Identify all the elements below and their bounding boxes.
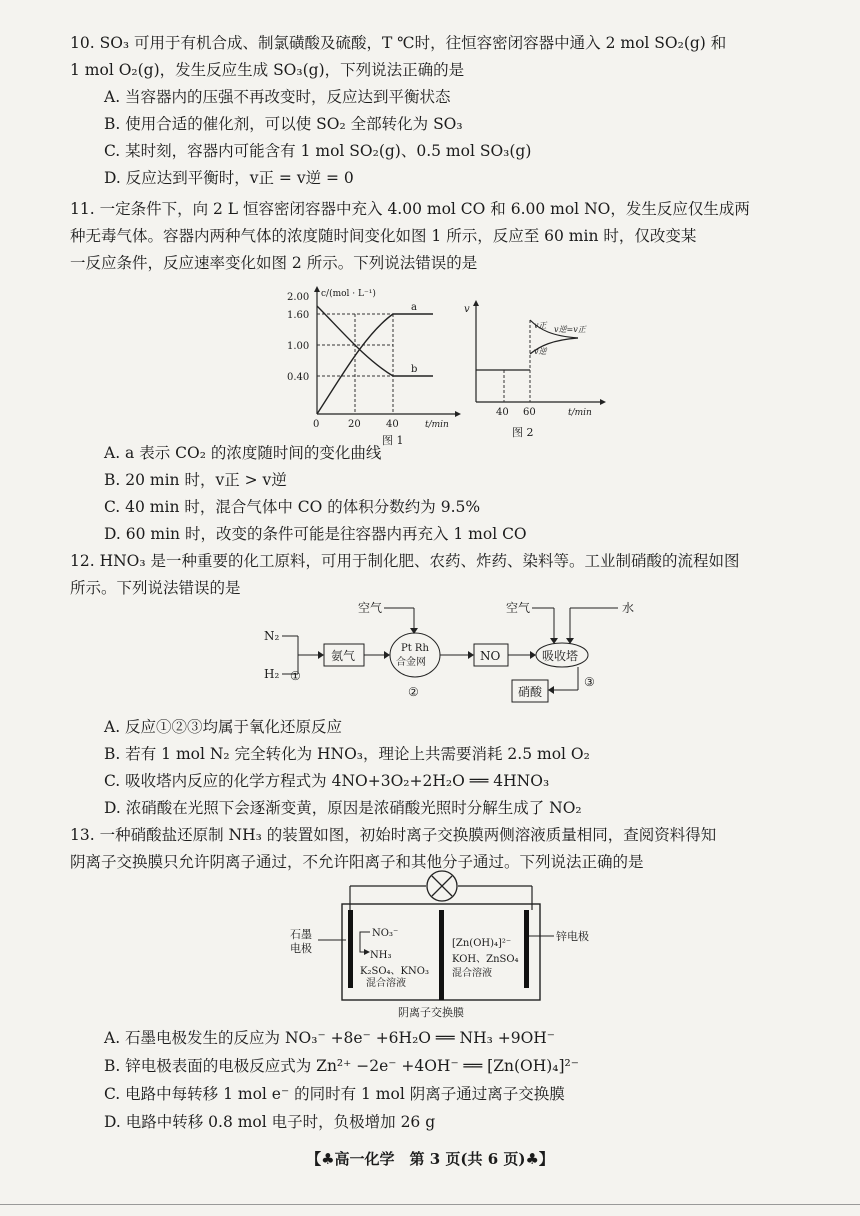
fig1-label-a: a [411, 302, 417, 313]
flow-catalyst-circle [390, 633, 440, 677]
flow-acid: 硝酸 [518, 685, 543, 699]
q11-figure-2 [460, 298, 610, 424]
q13-cell-diagram [286, 870, 616, 1020]
page-footer: 【♣高一化学 第 3 页(共 6 页)♣】 [306, 1150, 554, 1168]
fig1-ylabel: c/(mol · L⁻¹) [321, 289, 376, 299]
flow-step-3: ③ [584, 675, 595, 689]
q13-stem-line2: 阴离子交换膜只允许阴离子通过，不允许阳离子和其他分子通过。下列说法正确的是 [70, 853, 644, 871]
q11-option-b: B. 20 min 时，v正 > v逆 [104, 471, 287, 489]
q13-option-d: D. 电路中转移 0.8 mol 电子时，负极增加 26 g [104, 1113, 436, 1131]
flow-water: 水 [622, 601, 635, 615]
q11-option-a: A. a 表示 CO₂ 的浓度随时间的变化曲线 [104, 444, 382, 462]
q11-stem-line2: 种无毒气体。容器内两种气体的浓度随时间变化如图 1 所示，反应至 60 min 时，仅改变某 [70, 227, 697, 245]
flow-ammonia: 氨气 [331, 649, 356, 663]
q13-option-c: C. 电路中每转移 1 mol e⁻ 的同时有 1 mol 阴离子通过离子交换膜 [104, 1085, 565, 1103]
cell-zn-ion-label: [Zn(OH)₄]²⁻ [452, 938, 512, 949]
flow-n2: N₂ [264, 629, 280, 643]
fig1-ytick-0.40: 0.40 [287, 372, 310, 383]
graphite-label-line1: 石墨 [290, 928, 312, 941]
zinc-electrode [524, 910, 529, 988]
fig2-xlabel: t/min [568, 408, 592, 418]
fig1-xlabel: t/min [425, 420, 449, 430]
q12-option-d: D. 浓硝酸在光照下会逐渐变黄，原因是浓硝酸光照时分解生成了 NO₂ [104, 799, 582, 817]
q12-flowchart [258, 598, 648, 710]
flow-step-1: ① [290, 669, 301, 683]
flow-air-2: 空气 [506, 601, 531, 615]
q11-option-c: C. 40 min 时，混合气体中 CO 的体积分数约为 9.5% [104, 498, 481, 516]
q10-stem-line1: 10. SO₃ 可用于有机合成、制氯磺酸及硫酸，T ℃时，往恒容密闭容器中通入 2 mol SO₂(g) 和 [70, 34, 727, 52]
question-13 [70, 822, 830, 876]
q12-option-b: B. 若有 1 mol N₂ 完全转化为 HNO₃，理论上共需要消耗 2.5 mol O₂ [104, 745, 590, 763]
flow-catalyst-line2: 合金网 [396, 657, 426, 668]
cell-left-solution-line2: 混合溶液 [366, 978, 406, 989]
q11-figure-1 [285, 284, 465, 436]
q11-stem-line1: 11. 一定条件下，向 2 L 恒容密闭容器中充入 4.00 mol CO 和 6.00 mol NO，发生反应仅生成两 [70, 200, 750, 218]
cell-right-solution-line2: 混合溶液 [452, 968, 492, 979]
flow-catalyst-line1: Pt Rh [401, 643, 429, 654]
fig1-ytick-2.00: 2.00 [287, 292, 310, 303]
anion-exchange-membrane [439, 910, 444, 1000]
zinc-label: 锌电极 [556, 930, 589, 943]
q13-stem-line1: 13. 一种硝酸盐还原制 NH₃ 的装置如图，初始时离子交换膜两侧溶液质量相同，查阅资料得知 [70, 826, 717, 844]
flow-tower: 吸收塔 [542, 649, 579, 663]
q12-stem-line2: 所示。下列说法错误的是 [70, 579, 241, 597]
fig2-label-veq: v逆=v正 [554, 325, 586, 334]
flow-h2: H₂ [264, 667, 280, 681]
bottom-rule [0, 1204, 860, 1205]
fig2-ylabel: v [464, 304, 470, 315]
q10-option-a: A. 当容器内的压强不再改变时，反应达到平衡状态 [104, 88, 451, 106]
fig2-label-vfwd: v正 [534, 321, 547, 330]
fig1-label-b: b [411, 364, 418, 375]
q12-stem-line1: 12. HNO₃ 是一种重要的化工原料，可用于制化肥、农药、炸药、染料等。工业制硝酸的流程如图 [70, 552, 740, 570]
flow-air-1: 空气 [358, 601, 383, 615]
question-11 [70, 196, 830, 277]
q12-option-c: C. 吸收塔内反应的化学方程式为 4NO+3O₂+2H₂O ══ 4HNO₃ [104, 772, 550, 790]
q13-option-a: A. 石墨电极发生的反应为 NO₃⁻ +8e⁻ +6H₂O ══ NH₃ +9OH⁻ [104, 1029, 555, 1047]
cell-left-solution-line1: K₂SO₄、KNO₃ [360, 966, 429, 977]
graphite-label-line2: 电极 [290, 942, 312, 955]
q10-option-c: C. 某时刻，容器内可能含有 1 mol SO₂(g)、0.5 mol SO₃(g) [104, 142, 532, 160]
q10-stem-line2: 1 mol O₂(g)，发生反应生成 SO₃(g)，下列说法正确的是 [70, 61, 465, 79]
fig2-xtick-60: 60 [523, 407, 536, 418]
cell-nh3-label: NH₃ [370, 950, 392, 961]
cell-no3-label: NO₃⁻ [372, 928, 399, 939]
q10-option-b: B. 使用合适的催化剂，可以使 SO₂ 全部转化为 SO₃ [104, 115, 463, 133]
fig2-caption: 图 2 [512, 426, 534, 439]
membrane-label: 阴离子交换膜 [398, 1006, 464, 1019]
question-10 [70, 30, 830, 84]
flow-step-2: ② [408, 685, 419, 699]
fig1-ytick-1.60: 1.60 [287, 310, 310, 321]
q11-stem-line3: 一反应条件，反应速率变化如图 2 所示。下列说法错误的是 [70, 254, 478, 272]
q10-option-d: D. 反应达到平衡时，v正 = v逆 = 0 [104, 169, 354, 187]
fig1-ytick-1.00: 1.00 [287, 341, 310, 352]
fig1-xtick-20: 20 [348, 419, 361, 430]
q11-option-d: D. 60 min 时，改变的条件可能是往容器内再充入 1 mol CO [104, 525, 527, 543]
question-12 [70, 548, 830, 602]
fig2-label-vrev: v逆 [534, 347, 547, 356]
fig2-xtick-40: 40 [496, 407, 509, 418]
fig1-xtick-40: 40 [386, 419, 399, 430]
flow-no: NO [480, 649, 501, 663]
fig1-caption: 图 1 [382, 434, 404, 447]
fig1-xtick-0: 0 [313, 419, 320, 430]
q13-option-b: B. 锌电极表面的电极反应式为 Zn²⁺ −2e⁻ +4OH⁻ ══ [Zn(OH)₄]²⁻ [104, 1057, 579, 1075]
graphite-electrode [348, 910, 353, 988]
q12-option-a: A. 反应①②③均属于氧化还原反应 [104, 718, 343, 736]
cell-right-solution-line1: KOH、ZnSO₄ [452, 954, 519, 965]
